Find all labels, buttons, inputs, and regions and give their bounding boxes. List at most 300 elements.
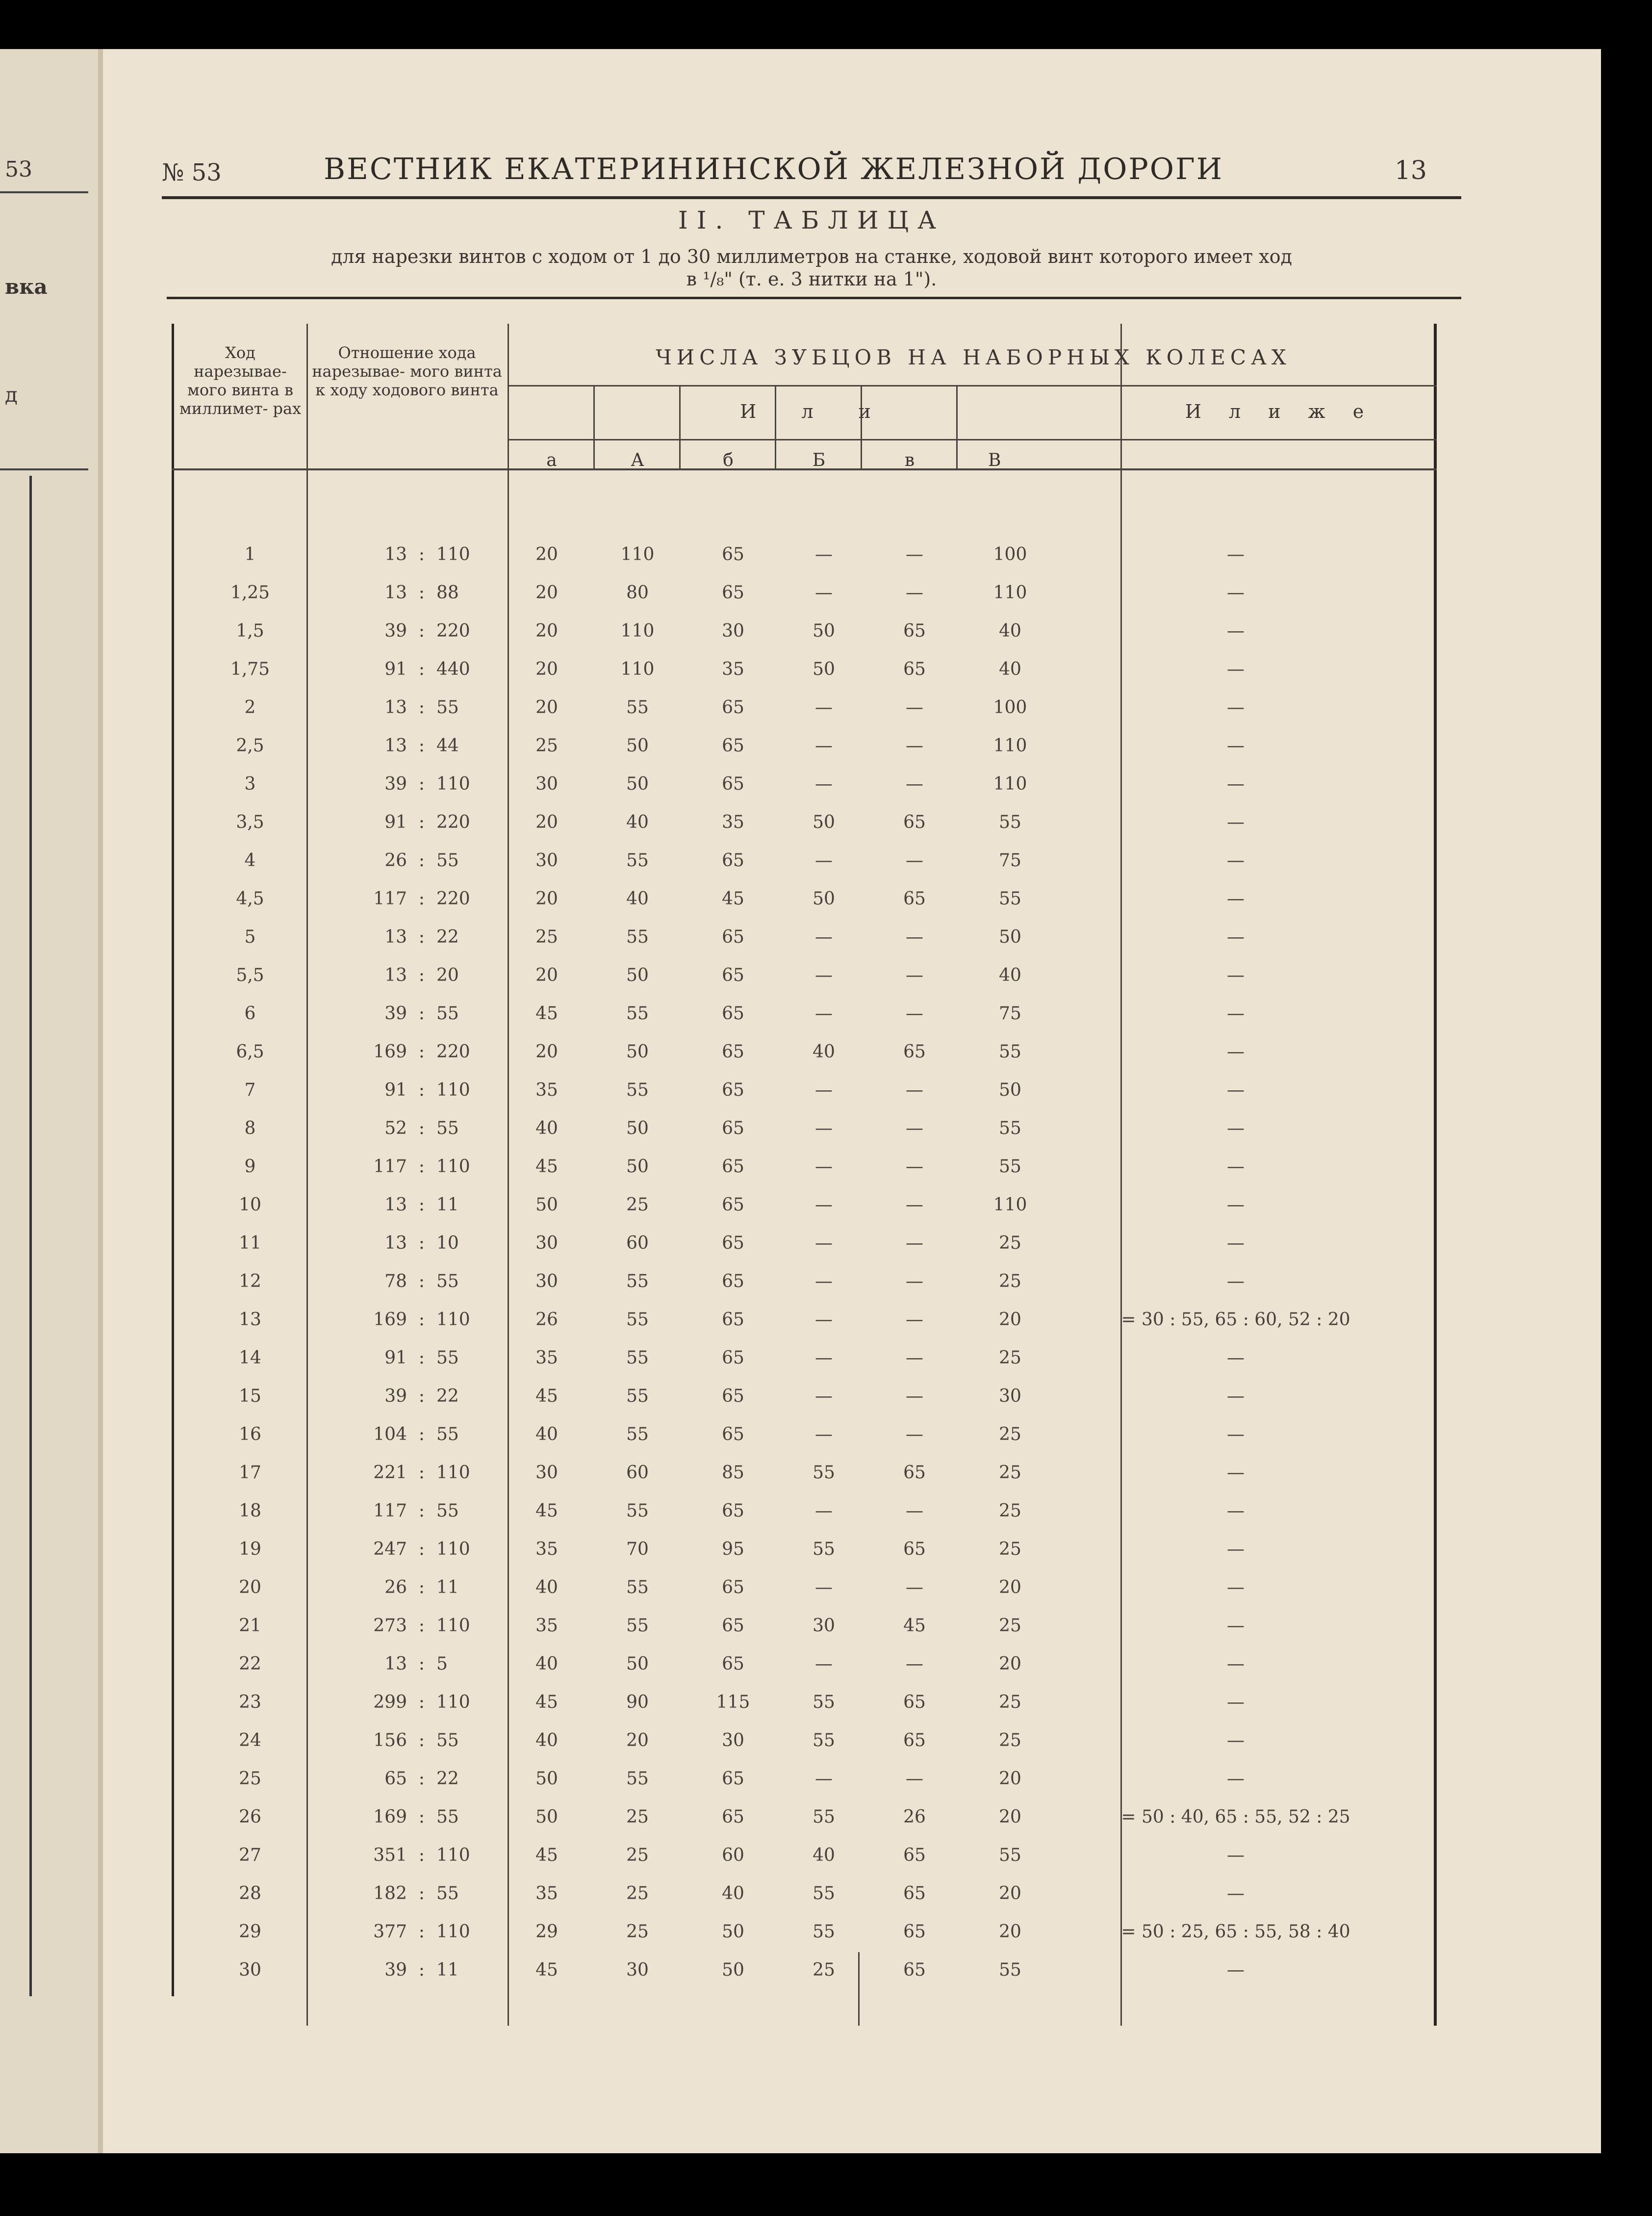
- cell-v: —: [906, 1157, 923, 1177]
- table-row: [172, 1912, 1437, 1950]
- previous-page-fragment-2: д: [5, 383, 18, 407]
- table-row: [172, 994, 1437, 1032]
- cell-b: 65: [722, 1157, 744, 1177]
- table-title: II. ТАБЛИЦА: [678, 206, 945, 234]
- ratio-colon: :: [418, 1845, 425, 1865]
- column-divider: [775, 385, 776, 468]
- cell-v: —: [906, 1654, 923, 1674]
- ratio-colon: :: [418, 812, 425, 832]
- table-row: [172, 1874, 1437, 1912]
- cell-A: 55: [626, 1348, 649, 1368]
- cell-v: 65: [903, 889, 926, 909]
- table-row: [172, 1529, 1437, 1568]
- cell-hod: 1: [244, 544, 256, 565]
- cell-r1: 104: [373, 1424, 407, 1444]
- cell-r2: 110: [436, 1157, 470, 1177]
- header-rule-inner: [508, 439, 1437, 440]
- cell-r2: 55: [436, 1271, 459, 1291]
- cell-r1: 156: [373, 1730, 407, 1751]
- table-row: [172, 1453, 1437, 1491]
- cell-a: 45: [535, 1386, 558, 1406]
- cell-r2: 110: [436, 1845, 470, 1865]
- ratio-colon: :: [418, 583, 425, 603]
- cell-v: —: [906, 544, 923, 565]
- cell-r1: 39: [384, 1386, 407, 1406]
- cell-v: 65: [903, 1042, 926, 1062]
- cell-hod: 21: [239, 1616, 261, 1636]
- cell-alt: —: [1227, 1883, 1245, 1904]
- cell-alt: = 50 : 25, 65 : 55, 58 : 40: [1121, 1922, 1350, 1942]
- ratio-colon: :: [418, 1692, 425, 1712]
- previous-page-edge: [0, 49, 103, 2153]
- cell-V: 110: [993, 736, 1027, 756]
- cell-r1: 91: [384, 1080, 407, 1100]
- cell-v: —: [906, 1195, 923, 1215]
- cell-A: 55: [626, 1080, 649, 1100]
- book-page: [0, 49, 1601, 2153]
- cell-v: —: [906, 1271, 923, 1291]
- cell-a: 29: [535, 1922, 558, 1942]
- column-header-a: а: [546, 450, 557, 470]
- cell-A: 25: [626, 1922, 649, 1942]
- cell-a: 45: [535, 1845, 558, 1865]
- cell-alt: —: [1227, 812, 1245, 832]
- cell-b: 40: [722, 1883, 744, 1904]
- cell-A: 80: [626, 583, 649, 603]
- cell-A: 50: [626, 965, 649, 985]
- cell-v: —: [906, 1424, 923, 1444]
- cell-A: 50: [626, 774, 649, 794]
- cell-r2: 110: [436, 544, 470, 565]
- cell-A: 40: [626, 889, 649, 909]
- cell-v: —: [906, 1080, 923, 1100]
- cell-B: 55: [813, 1883, 835, 1904]
- cell-r1: 91: [384, 659, 407, 679]
- table-row: [172, 1491, 1437, 1529]
- cell-r1: 13: [384, 736, 407, 756]
- cell-hod: 1,5: [236, 621, 264, 641]
- cell-b: 65: [722, 1501, 744, 1521]
- cell-a: 45: [535, 1960, 558, 1980]
- cell-r1: 299: [373, 1692, 407, 1712]
- ratio-colon: :: [418, 1730, 425, 1751]
- cell-A: 55: [626, 1386, 649, 1406]
- table-row: [172, 1721, 1437, 1759]
- cell-v: —: [906, 774, 923, 794]
- cell-alt: —: [1227, 1654, 1245, 1674]
- ratio-colon: :: [418, 1769, 425, 1789]
- column-divider: [861, 385, 862, 468]
- cell-a: 50: [535, 1195, 558, 1215]
- cell-V: 55: [999, 1845, 1021, 1865]
- ratio-colon: :: [418, 1922, 425, 1942]
- cell-B: —: [815, 1501, 833, 1521]
- cell-V: 20: [999, 1883, 1021, 1904]
- cell-r1: 169: [373, 1042, 407, 1062]
- ratio-colon: :: [418, 1271, 425, 1291]
- cell-v: 65: [903, 1692, 926, 1712]
- cell-A: 55: [626, 1310, 649, 1330]
- ratio-colon: :: [418, 1233, 425, 1253]
- cell-a: 35: [535, 1883, 558, 1904]
- cell-b: 65: [722, 1310, 744, 1330]
- cell-A: 55: [626, 1501, 649, 1521]
- cell-V: 20: [999, 1654, 1021, 1674]
- cell-v: —: [906, 697, 923, 718]
- cell-B: —: [815, 1233, 833, 1253]
- cell-A: 50: [626, 1654, 649, 1674]
- cell-hod: 24: [239, 1730, 261, 1751]
- cell-A: 50: [626, 1042, 649, 1062]
- cell-V: 25: [999, 1616, 1021, 1636]
- cell-r2: 220: [436, 889, 470, 909]
- cell-B: 50: [813, 889, 835, 909]
- cell-alt: —: [1227, 1730, 1245, 1751]
- ratio-colon: :: [418, 1386, 425, 1406]
- cell-b: 65: [722, 774, 744, 794]
- cell-r2: 55: [436, 1118, 459, 1138]
- cell-alt: —: [1227, 697, 1245, 718]
- cell-v: 65: [903, 1922, 926, 1942]
- cell-v: 65: [903, 1539, 926, 1559]
- cell-hod: 20: [239, 1577, 261, 1598]
- cell-r1: 91: [384, 812, 407, 832]
- column-divider: [679, 385, 681, 468]
- ratio-colon: :: [418, 1042, 425, 1062]
- table-row: [172, 879, 1437, 917]
- cell-A: 20: [626, 1730, 649, 1751]
- column-header-ratio: Отношение хода нарезывае- мого винта к ходу ходового винта: [312, 343, 502, 399]
- column-header-ili-zhe: И л и ж е: [1185, 401, 1375, 422]
- cell-B: —: [815, 1004, 833, 1024]
- cell-V: 20: [999, 1577, 1021, 1598]
- column-header-V: В: [988, 450, 1001, 470]
- cell-a: 35: [535, 1539, 558, 1559]
- cell-b: 35: [722, 659, 744, 679]
- cell-r1: 91: [384, 1348, 407, 1368]
- ratio-colon: :: [418, 1463, 425, 1483]
- cell-r1: 13: [384, 1195, 407, 1215]
- cell-V: 100: [993, 544, 1027, 565]
- cell-a: 26: [535, 1310, 558, 1330]
- cell-B: —: [815, 1195, 833, 1215]
- cell-A: 55: [626, 850, 649, 871]
- cell-a: 20: [535, 965, 558, 985]
- header-rule-inner: [508, 385, 1437, 387]
- cell-r2: 5: [436, 1654, 448, 1674]
- cell-a: 45: [535, 1157, 558, 1177]
- cell-b: 65: [722, 697, 744, 718]
- cell-alt: —: [1227, 736, 1245, 756]
- cell-r2: 55: [436, 1424, 459, 1444]
- table-row: [172, 1950, 1437, 1988]
- cell-A: 25: [626, 1845, 649, 1865]
- column-header-A: А: [631, 450, 644, 470]
- ratio-colon: :: [418, 1807, 425, 1827]
- table-row: [172, 1568, 1437, 1606]
- cell-hod: 16: [239, 1424, 261, 1444]
- cell-B: —: [815, 774, 833, 794]
- cell-v: 65: [903, 1960, 926, 1980]
- cell-r2: 110: [436, 1539, 470, 1559]
- cell-alt: —: [1227, 621, 1245, 641]
- cell-r2: 55: [436, 850, 459, 871]
- cell-a: 40: [535, 1577, 558, 1598]
- cell-hod: 18: [239, 1501, 261, 1521]
- cell-B: 50: [813, 659, 835, 679]
- cell-a: 50: [535, 1807, 558, 1827]
- cell-alt: —: [1227, 1004, 1245, 1024]
- cell-r2: 55: [436, 1501, 459, 1521]
- cell-b: 65: [722, 1424, 744, 1444]
- cell-hod: 8: [244, 1118, 256, 1138]
- ratio-colon: :: [418, 1195, 425, 1215]
- table-row: [172, 955, 1437, 994]
- cell-alt: —: [1227, 965, 1245, 985]
- cell-r2: 55: [436, 1730, 459, 1751]
- cell-B: —: [815, 1577, 833, 1598]
- cell-alt: —: [1227, 1692, 1245, 1712]
- cell-B: —: [815, 1424, 833, 1444]
- cell-v: —: [906, 1501, 923, 1521]
- cell-hod: 12: [239, 1271, 261, 1291]
- cell-alt: —: [1227, 1424, 1245, 1444]
- cell-b: 65: [722, 1042, 744, 1062]
- cell-hod: 7: [244, 1080, 256, 1100]
- table-row: [172, 1759, 1437, 1797]
- cell-r1: 13: [384, 544, 407, 565]
- cell-b: 85: [722, 1463, 744, 1483]
- cell-alt: —: [1227, 1845, 1245, 1865]
- ratio-colon: :: [418, 850, 425, 871]
- table-row: [172, 649, 1437, 688]
- cell-B: —: [815, 850, 833, 871]
- cell-v: 26: [903, 1807, 926, 1827]
- cell-a: 20: [535, 583, 558, 603]
- table-row: [172, 917, 1437, 955]
- ratio-colon: :: [418, 736, 425, 756]
- column-header-ili: И л и: [740, 401, 890, 422]
- ratio-colon: :: [418, 1501, 425, 1521]
- table-row: [172, 764, 1437, 802]
- ratio-colon: :: [418, 1883, 425, 1904]
- cell-hod: 29: [239, 1922, 261, 1942]
- cell-V: 110: [993, 583, 1027, 603]
- cell-v: 65: [903, 1845, 926, 1865]
- ratio-colon: :: [418, 927, 425, 947]
- cell-v: —: [906, 927, 923, 947]
- cell-hod: 4: [244, 850, 256, 871]
- table-row: [172, 1606, 1437, 1644]
- cell-hod: 2: [244, 697, 256, 718]
- previous-page-fragment: вка: [5, 275, 48, 299]
- cell-b: 50: [722, 1960, 744, 1980]
- cell-r2: 88: [436, 583, 459, 603]
- cell-r1: 13: [384, 1233, 407, 1253]
- cell-A: 110: [620, 621, 655, 641]
- ratio-colon: :: [418, 659, 425, 679]
- cell-r1: 39: [384, 1004, 407, 1024]
- cell-hod: 5: [244, 927, 256, 947]
- cell-r2: 22: [436, 927, 459, 947]
- cell-b: 65: [722, 965, 744, 985]
- cell-B: —: [815, 583, 833, 603]
- cell-A: 55: [626, 1004, 649, 1024]
- column-header-b: б: [723, 450, 734, 470]
- cell-v: 45: [903, 1616, 926, 1636]
- cell-r1: 13: [384, 583, 407, 603]
- cell-B: —: [815, 1769, 833, 1789]
- cell-r2: 44: [436, 736, 459, 756]
- cell-hod: 15: [239, 1386, 261, 1406]
- table-row: [172, 1262, 1437, 1300]
- cell-r2: 110: [436, 1310, 470, 1330]
- cell-alt: —: [1227, 927, 1245, 947]
- cell-b: 115: [716, 1692, 750, 1712]
- cell-r1: 13: [384, 697, 407, 718]
- cell-a: 35: [535, 1616, 558, 1636]
- cell-B: 50: [813, 812, 835, 832]
- cell-A: 55: [626, 697, 649, 718]
- cell-V: 75: [999, 1004, 1021, 1024]
- cell-v: —: [906, 583, 923, 603]
- cell-B: —: [815, 1386, 833, 1406]
- cell-a: 20: [535, 621, 558, 641]
- cell-b: 45: [722, 889, 744, 909]
- cell-B: —: [815, 1310, 833, 1330]
- cell-V: 40: [999, 659, 1021, 679]
- cell-B: —: [815, 1654, 833, 1674]
- cell-r1: 78: [384, 1271, 407, 1291]
- cell-A: 70: [626, 1539, 649, 1559]
- cell-v: —: [906, 1577, 923, 1598]
- cell-b: 65: [722, 736, 744, 756]
- column-divider: [956, 385, 958, 468]
- cell-alt: —: [1227, 1577, 1245, 1598]
- cell-a: 30: [535, 774, 558, 794]
- cell-b: 30: [722, 621, 744, 641]
- cell-r1: 13: [384, 965, 407, 985]
- column-divider: [593, 385, 595, 468]
- cell-alt: —: [1227, 1080, 1245, 1100]
- cell-b: 95: [722, 1539, 744, 1559]
- cell-hod: 9: [244, 1157, 256, 1177]
- ratio-colon: :: [418, 965, 425, 985]
- cell-r1: 117: [373, 889, 407, 909]
- cell-A: 50: [626, 1118, 649, 1138]
- cell-V: 25: [999, 1271, 1021, 1291]
- cell-r2: 55: [436, 697, 459, 718]
- cell-r2: 110: [436, 774, 470, 794]
- cell-B: —: [815, 927, 833, 947]
- cell-A: 55: [626, 1424, 649, 1444]
- cell-A: 25: [626, 1195, 649, 1215]
- cell-A: 50: [626, 736, 649, 756]
- cell-hod: 2,5: [236, 736, 264, 756]
- cell-alt: —: [1227, 1271, 1245, 1291]
- cell-alt: —: [1227, 1539, 1245, 1559]
- ratio-colon: :: [418, 1539, 425, 1559]
- column-header-v: в: [904, 450, 915, 470]
- cell-hod: 1,75: [230, 659, 270, 679]
- table-row: [172, 535, 1437, 573]
- cell-hod: 3: [244, 774, 256, 794]
- cell-alt: —: [1227, 1233, 1245, 1253]
- cell-alt: —: [1227, 1157, 1245, 1177]
- cell-V: 40: [999, 965, 1021, 985]
- cell-a: 45: [535, 1692, 558, 1712]
- cell-b: 65: [722, 544, 744, 565]
- ratio-colon: :: [418, 621, 425, 641]
- cell-alt: —: [1227, 850, 1245, 871]
- cell-V: 55: [999, 1042, 1021, 1062]
- issue-number: № 53: [162, 159, 222, 186]
- cell-hod: 4,5: [236, 889, 264, 909]
- table-row: [172, 1797, 1437, 1835]
- cell-v: —: [906, 1310, 923, 1330]
- ratio-colon: :: [418, 1080, 425, 1100]
- cell-a: 20: [535, 659, 558, 679]
- cell-r2: 10: [436, 1233, 459, 1253]
- cell-r2: 220: [436, 812, 470, 832]
- table-row: [172, 1147, 1437, 1185]
- cell-alt: —: [1227, 1616, 1245, 1636]
- cell-alt: —: [1227, 1386, 1245, 1406]
- cell-V: 50: [999, 927, 1021, 947]
- cell-b: 65: [722, 1577, 744, 1598]
- ratio-colon: :: [418, 1577, 425, 1598]
- cell-r2: 110: [436, 1922, 470, 1942]
- cell-b: 65: [722, 1004, 744, 1024]
- cell-B: 40: [813, 1042, 835, 1062]
- cell-r1: 13: [384, 927, 407, 947]
- cell-A: 55: [626, 1769, 649, 1789]
- cell-alt: —: [1227, 774, 1245, 794]
- cell-hod: 13: [239, 1310, 261, 1330]
- cell-B: 55: [813, 1463, 835, 1483]
- cell-V: 30: [999, 1386, 1021, 1406]
- table-row: [172, 1070, 1437, 1108]
- cell-b: 65: [722, 1271, 744, 1291]
- cell-B: —: [815, 1157, 833, 1177]
- cell-V: 25: [999, 1501, 1021, 1521]
- cell-a: 45: [535, 1501, 558, 1521]
- cell-A: 55: [626, 1271, 649, 1291]
- cell-alt: —: [1227, 544, 1245, 565]
- table-subtitle: [142, 245, 1481, 290]
- cell-r2: 55: [436, 1807, 459, 1827]
- ratio-colon: :: [418, 1310, 425, 1330]
- table-row: [172, 1185, 1437, 1223]
- cell-B: —: [815, 1348, 833, 1368]
- cell-r2: 440: [436, 659, 470, 679]
- cell-r1: 26: [384, 850, 407, 871]
- cell-alt: —: [1227, 1769, 1245, 1789]
- cell-B: 40: [813, 1845, 835, 1865]
- table-row: [172, 1108, 1437, 1147]
- cell-r1: 169: [373, 1310, 407, 1330]
- cell-b: 65: [722, 1233, 744, 1253]
- cell-hod: 14: [239, 1348, 261, 1368]
- ratio-colon: :: [418, 1348, 425, 1368]
- cell-a: 50: [535, 1769, 558, 1789]
- cell-a: 25: [535, 927, 558, 947]
- cell-a: 40: [535, 1424, 558, 1444]
- cell-V: 55: [999, 812, 1021, 832]
- cell-v: —: [906, 1386, 923, 1406]
- table-row: [172, 1338, 1437, 1376]
- ratio-colon: :: [418, 889, 425, 909]
